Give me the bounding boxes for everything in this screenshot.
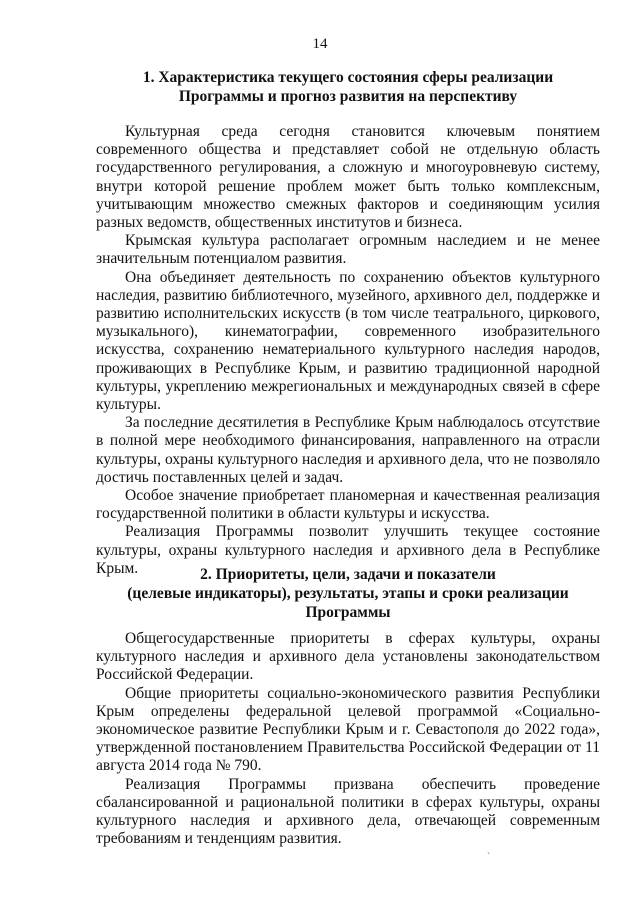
section-2-body <box>96 630 600 848</box>
section-2-title-line-3: Программы <box>305 604 391 621</box>
section-1-paragraph: Особое значение приобретает планомерная и качественная реализация государственной политики в области культуры и искусства. <box>96 487 600 523</box>
section-1-paragraph: Культурная среда сегодня становится ключевым понятием современного общества и представляет собой не отдельную область государственного регулирования, а сложную и многоуровневую систему, внутри которой решение проблем может быть только комплексным, учитывающим множество смежных факторов и соединяющим усилия разных ведомств, общественных институтов и бизнеса. <box>96 123 600 232</box>
section-2-title-line-1: 2. Приоритеты, цели, задачи и показатели <box>200 566 496 583</box>
section-1-heading <box>96 68 600 106</box>
section-2-paragraph: Общие приоритеты социально-экономического развития Республики Крым определены федеральной целевой программой «Социально-экономическое развитие Республики Крым и г. Севастополя до 2022 года», утвержденной постановлением Правительства Российской Федерации от 11 августа 2014 года № 790. <box>96 684 600 775</box>
section-1-paragraph: Она объединяет деятельность по сохранению объектов культурного наследия, развитию библиотечного, музейного, архивного дел, поддержке и развитию исполнительских искусств (в том числе театрального, циркового, музыкального), кинематографии, современного изобразительного искусства, сохранению нематериального культурного наследия народов, проживающих в Республике Крым, и развитию традиционной народной культуры, укреплению межрегиональных и международных связей в сфере культуры. <box>96 268 600 414</box>
page-number: 14 <box>312 36 328 52</box>
section-1-paragraph: За последние десятилетия в Республике Крым наблюдалось отсутствие в полной мере необходимого финансирования, направленного на отрасли культуры, охраны культурного наследия и архивного дела, что не позволяло достичь поставленных целей и задач. <box>96 414 600 486</box>
section-2-paragraph: Реализация Программы призвана обеспечить проведение сбалансированной и рациональной политики в сферах культуры, охраны культурного наследия и архивного дела, отвечающей современным требованиям и тенденциям развития. <box>96 775 600 848</box>
section-1-body <box>96 123 600 578</box>
section-1-paragraph: Крымская культура располагает огромным наследием и не менее значительным потенциалом развития. <box>96 232 600 268</box>
section-1-title-line-2: Программы и прогноз развития на перспективу <box>178 88 518 105</box>
section-1-title-line-1: 1. Характеристика текущего состояния сферы реализации <box>142 69 554 86</box>
section-1-paragraph: Реализация Программы позволит улучшить текущее состояние культуры, охраны культурного наследия и архивного дела в Республике Крым. <box>96 523 600 577</box>
section-2-title-line-2: (целевые индикаторы), результаты, этапы и сроки реализации <box>127 585 569 602</box>
section-2-heading <box>96 565 600 622</box>
scan-mark: ˎ <box>487 844 490 854</box>
section-2-paragraph: Общегосударственные приоритеты в сферах культуры, охраны культурного наследия и архивного дела установлены законодательством Российской Федерации. <box>96 630 600 684</box>
